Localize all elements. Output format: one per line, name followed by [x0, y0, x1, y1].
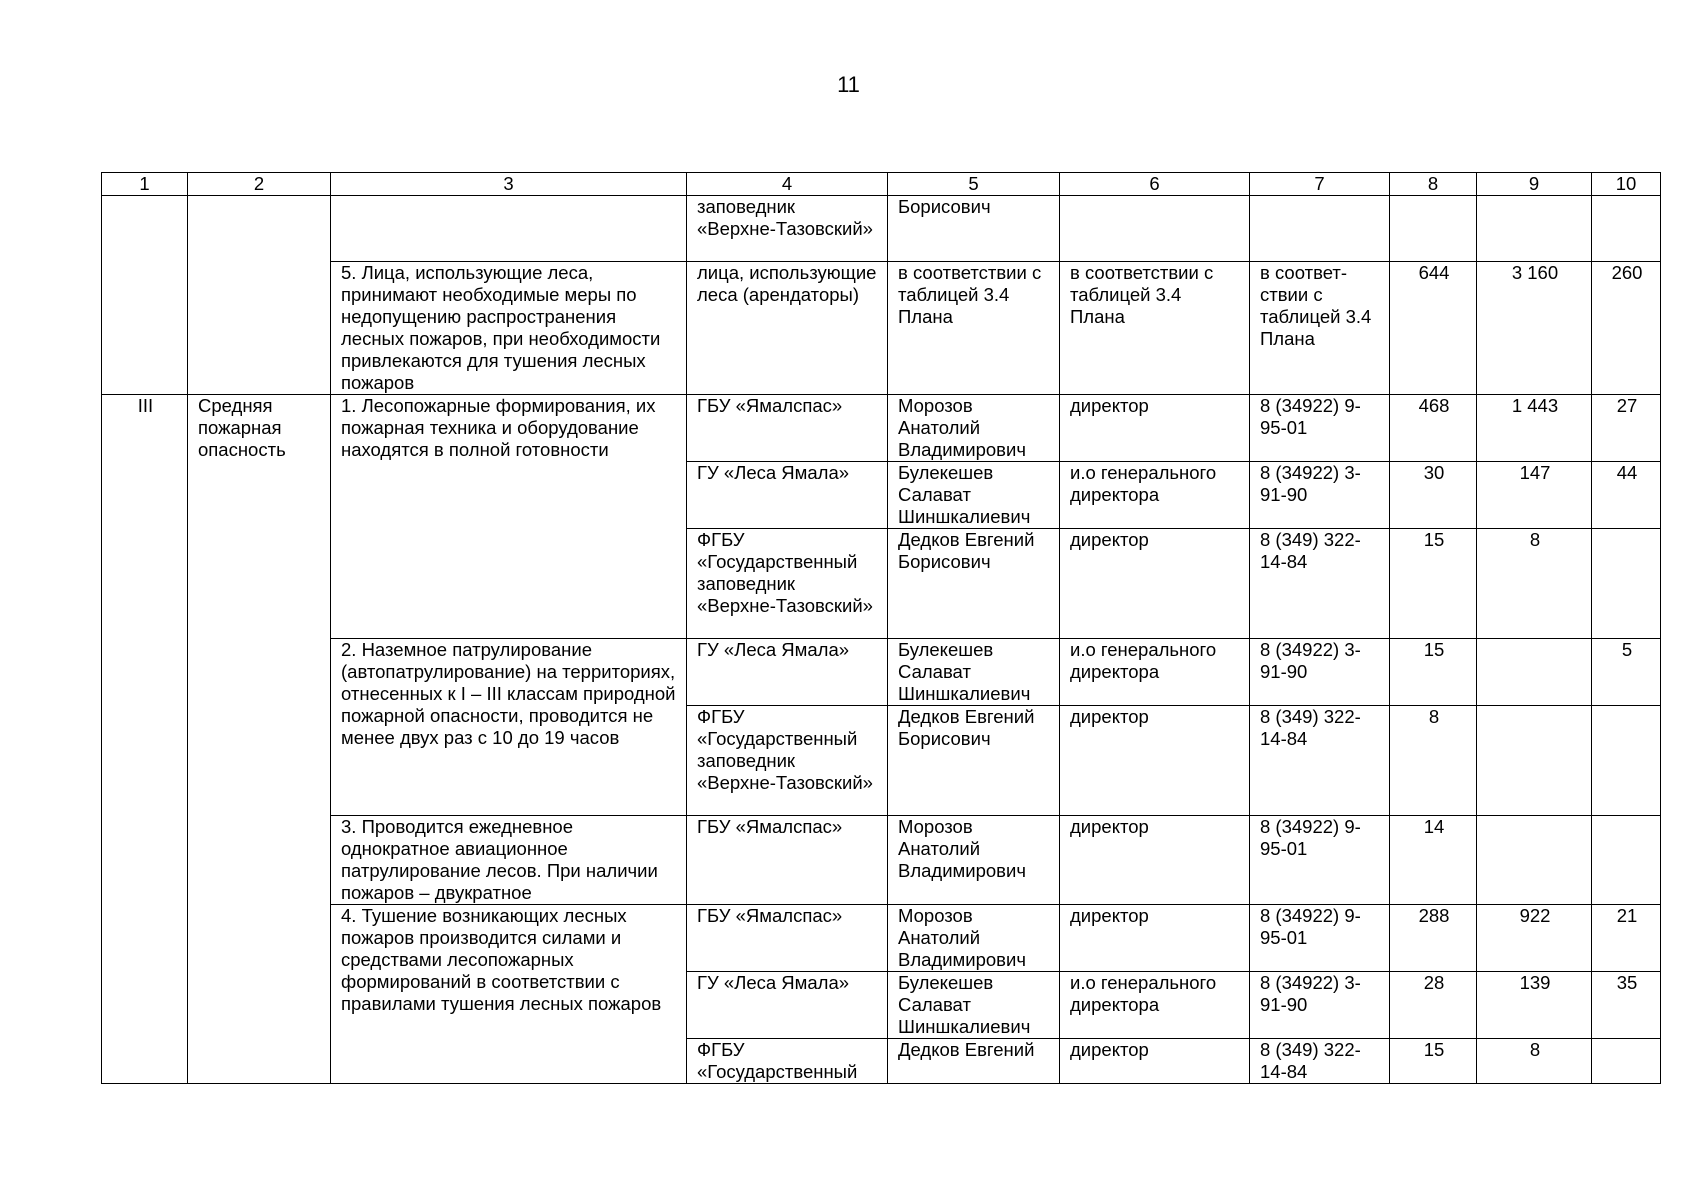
- phone-cell: 8 (349) 322-14-84: [1250, 706, 1390, 816]
- position-cell: и.о генерального директора: [1060, 462, 1250, 529]
- col8-cell: 468: [1390, 395, 1477, 462]
- table-row: [102, 196, 1661, 262]
- measure-cell: 3. Проводится ежедневное однократное авиационное патрулирование лесов. При наличии пожаров – двукратное: [331, 816, 687, 905]
- position-cell: [1060, 196, 1250, 262]
- col-header-8: 8: [1390, 173, 1477, 196]
- phone-cell: [1250, 196, 1390, 262]
- col9-cell: 8: [1477, 529, 1592, 639]
- class-name-cell: Средняя пожарная опасность: [188, 395, 331, 1084]
- table-row: [102, 639, 1661, 706]
- org-cell: ГУ «Леса Ямала»: [687, 462, 888, 529]
- phone-cell: 8 (349) 322-14-84: [1250, 1039, 1390, 1084]
- phone-cell: 8 (34922) 9-95-01: [1250, 905, 1390, 972]
- org-cell: лица, использующие леса (арендаторы): [687, 262, 888, 395]
- person-cell: Булекешев Салават Шиншкалиевич: [888, 639, 1060, 706]
- col8-cell: 28: [1390, 972, 1477, 1039]
- org-cell: ФГБУ «Государственный заповедник «Верхне-Тазовский»: [687, 529, 888, 639]
- col10-cell: [1592, 816, 1661, 905]
- col8-cell: 15: [1390, 639, 1477, 706]
- table-row: [102, 816, 1661, 905]
- col9-cell: 8: [1477, 1039, 1592, 1084]
- col10-cell: [1592, 1039, 1661, 1084]
- col10-cell: [1592, 196, 1661, 262]
- col8-cell: 15: [1390, 529, 1477, 639]
- table-row: [102, 262, 1661, 395]
- col-header-6: 6: [1060, 173, 1250, 196]
- col-header-1: 1: [102, 173, 188, 196]
- phone-cell: 8 (349) 322-14-84: [1250, 529, 1390, 639]
- class-cell: [102, 196, 188, 395]
- col9-cell: [1477, 639, 1592, 706]
- col8-cell: 30: [1390, 462, 1477, 529]
- person-cell: Борисович: [888, 196, 1060, 262]
- position-cell: директор: [1060, 395, 1250, 462]
- col10-cell: 35: [1592, 972, 1661, 1039]
- col-header-7: 7: [1250, 173, 1390, 196]
- col10-cell: [1592, 706, 1661, 816]
- position-cell: директор: [1060, 706, 1250, 816]
- col10-cell: 21: [1592, 905, 1661, 972]
- col10-cell: [1592, 529, 1661, 639]
- header-row: [102, 173, 1661, 196]
- person-cell: Морозов Анатолий Владимирович: [888, 816, 1060, 905]
- col10-cell: 27: [1592, 395, 1661, 462]
- position-cell: директор: [1060, 816, 1250, 905]
- table-row: [102, 395, 1661, 462]
- col8-cell: [1390, 196, 1477, 262]
- fire-plan-table: [101, 172, 1661, 1084]
- position-cell: в соответствии с таблицей 3.4 Плана: [1060, 262, 1250, 395]
- phone-cell: 8 (34922) 9-95-01: [1250, 395, 1390, 462]
- col9-cell: 147: [1477, 462, 1592, 529]
- class-name-cell: [188, 196, 331, 395]
- org-cell: ГУ «Леса Ямала»: [687, 972, 888, 1039]
- col9-cell: [1477, 816, 1592, 905]
- person-cell: Булекешев Салават Шиншкалиевич: [888, 462, 1060, 529]
- col10-cell: 44: [1592, 462, 1661, 529]
- org-cell: ФГБУ «Государственный заповедник «Верхне-Тазовский»: [687, 706, 888, 816]
- position-cell: и.о генерального директора: [1060, 639, 1250, 706]
- position-cell: директор: [1060, 905, 1250, 972]
- org-cell: ГБУ «Ямалспас»: [687, 905, 888, 972]
- col-header-5: 5: [888, 173, 1060, 196]
- person-cell: Булекешев Салават Шиншкалиевич: [888, 972, 1060, 1039]
- page-number: 11: [837, 72, 860, 97]
- col-header-9: 9: [1477, 173, 1592, 196]
- person-cell: Дедков Евгений: [888, 1039, 1060, 1084]
- org-cell: ГУ «Леса Ямала»: [687, 639, 888, 706]
- col-header-10: 10: [1592, 173, 1661, 196]
- col9-cell: 3 160: [1477, 262, 1592, 395]
- col9-cell: 922: [1477, 905, 1592, 972]
- person-cell: Дедков Евгений Борисович: [888, 706, 1060, 816]
- phone-cell: 8 (34922) 9-95-01: [1250, 816, 1390, 905]
- person-cell: Морозов Анатолий Владимирович: [888, 395, 1060, 462]
- col9-cell: 139: [1477, 972, 1592, 1039]
- phone-cell: 8 (34922) 3-91-90: [1250, 462, 1390, 529]
- col10-cell: 260: [1592, 262, 1661, 395]
- person-cell: Морозов Анатолий Владимирович: [888, 905, 1060, 972]
- position-cell: и.о генерального директора: [1060, 972, 1250, 1039]
- org-cell: ГБУ «Ямалспас»: [687, 395, 888, 462]
- measure-cell: 2. Наземное патрулирование (автопатрулирование) на территориях, отнесенных к I – III классам природной пожарной опасности, проводится не менее двух раз с 10 до 19 часов: [331, 639, 687, 816]
- org-cell: ГБУ «Ямалспас»: [687, 816, 888, 905]
- org-cell: ФГБУ «Государственный: [687, 1039, 888, 1084]
- person-cell: Дедков Евгений Борисович: [888, 529, 1060, 639]
- col8-cell: 288: [1390, 905, 1477, 972]
- org-cell: заповедник «Верхне-Тазовский»: [687, 196, 888, 262]
- phone-cell: 8 (34922) 3-91-90: [1250, 639, 1390, 706]
- col9-cell: 1 443: [1477, 395, 1592, 462]
- position-cell: директор: [1060, 1039, 1250, 1084]
- measure-cell: 4. Тушение возникающих лесных пожаров производится силами и средствами лесопожарных формирований в соответствии с правилами тушения лесных пожаров: [331, 905, 687, 1084]
- col8-cell: 644: [1390, 262, 1477, 395]
- col9-cell: [1477, 706, 1592, 816]
- person-cell: в соответствии с таблицей 3.4 Плана: [888, 262, 1060, 395]
- col8-cell: 15: [1390, 1039, 1477, 1084]
- position-cell: директор: [1060, 529, 1250, 639]
- phone-cell: 8 (34922) 3-91-90: [1250, 972, 1390, 1039]
- col-header-2: 2: [188, 173, 331, 196]
- col-header-3: 3: [331, 173, 687, 196]
- measure-cell: 1. Лесопожарные формирования, их пожарная техника и оборудование находятся в полной готовности: [331, 395, 687, 639]
- col8-cell: 14: [1390, 816, 1477, 905]
- table-row: [102, 905, 1661, 972]
- col10-cell: 5: [1592, 639, 1661, 706]
- phone-cell: в соответ-ствии с таблицей 3.4 Плана: [1250, 262, 1390, 395]
- col-header-4: 4: [687, 173, 888, 196]
- col8-cell: 8: [1390, 706, 1477, 816]
- class-cell: III: [102, 395, 188, 1084]
- col9-cell: [1477, 196, 1592, 262]
- measure-cell: 5. Лица, использующие леса, принимают необходимые меры по недопущению распространения лесных пожаров, при необходимости привлекаются для тушения лесных пожаров: [331, 262, 687, 395]
- measure-cell: [331, 196, 687, 262]
